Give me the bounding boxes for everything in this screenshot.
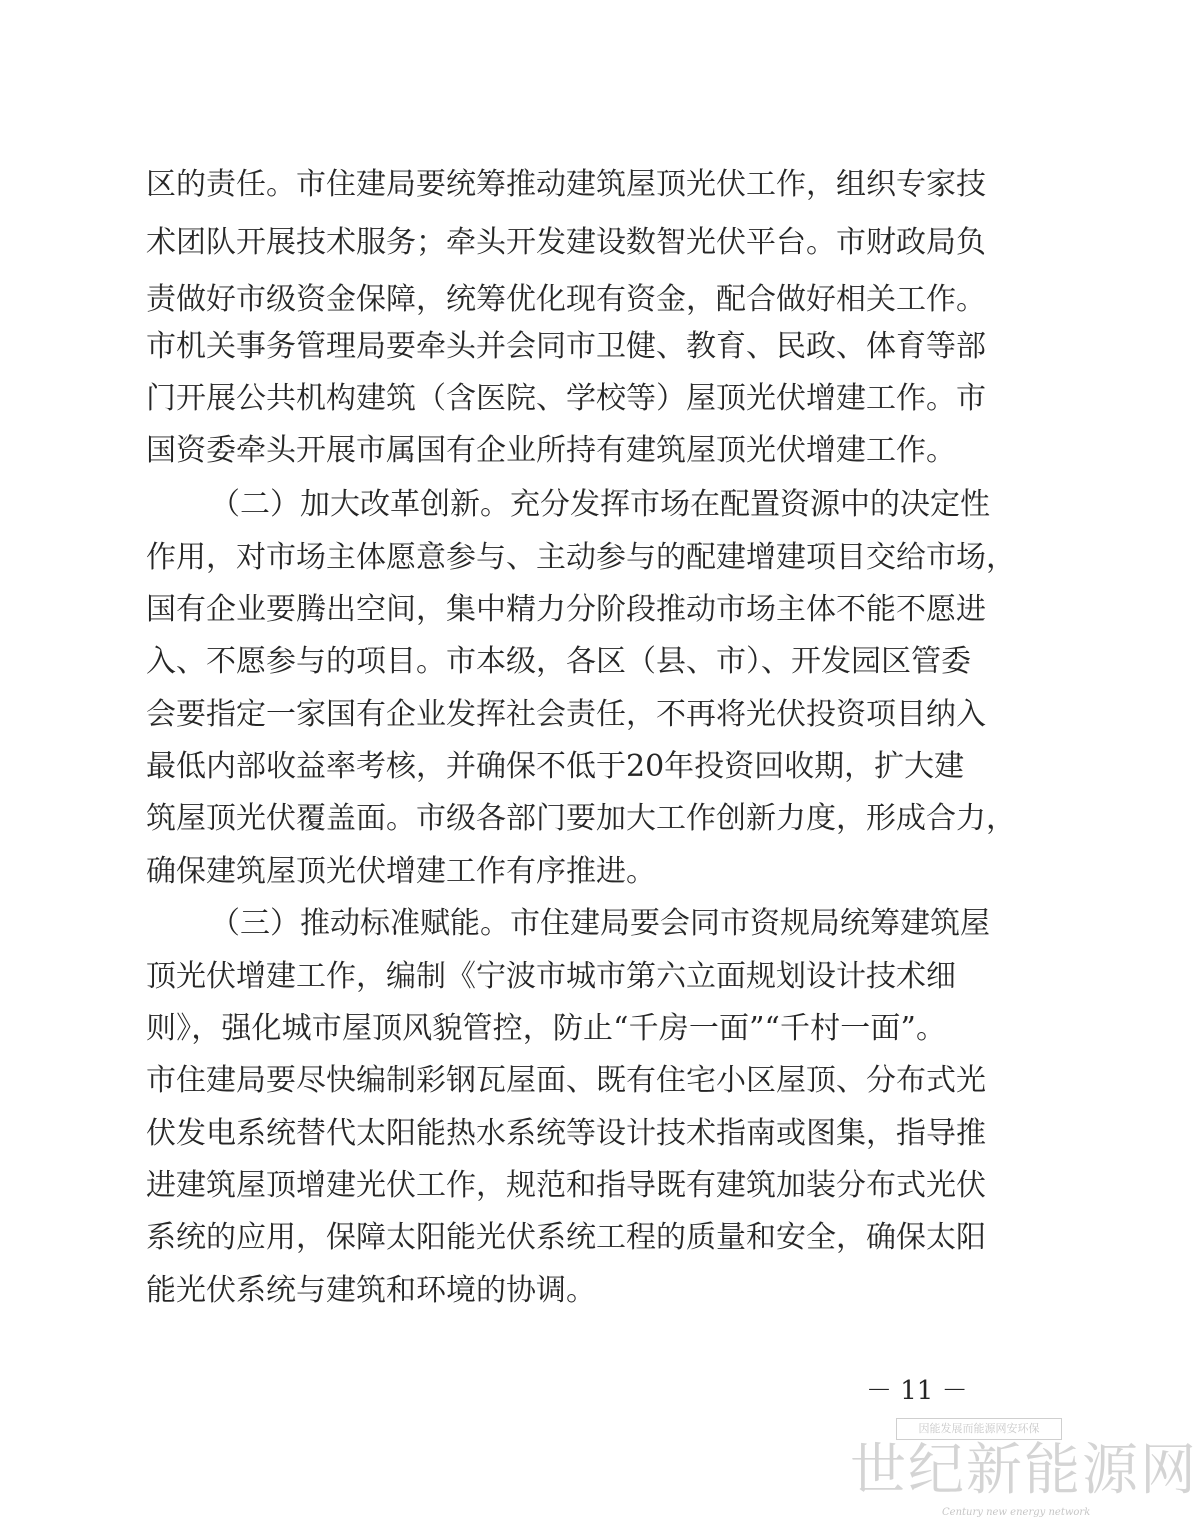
text-line: 作用，对市场主体愿意参与、主动参与的配建增建项目交给市场，	[146, 540, 1016, 575]
watermark-name: 世纪新能源网	[850, 1438, 1198, 1503]
text-line: 会要指定一家国有企业发挥社会责任，不再将光伏投资项目纳入	[146, 697, 986, 732]
text-line: 入、不愿参与的项目。市本级，各区（县、市）、开发园区管委	[146, 644, 971, 679]
text-line: 伏发电系统替代太阳能热水系统等设计技术指南或图集，指导推	[146, 1116, 986, 1151]
text-line: 确保建筑屋顶光伏增建工作有序推进。	[146, 854, 656, 889]
text-line: 最低内部收益率考核，并确保不低于20年投资回收期，扩大建	[146, 749, 965, 784]
text-line: 市机关事务管理局要牵头并会同市卫健、教育、民政、体育等部	[146, 329, 986, 364]
text-line: 责做好市级资金保障，统筹优化现有资金，配合做好相关工作。	[146, 282, 986, 317]
text-line: 顶光伏增建工作，编制《宁波市城市第六立面规划设计技术细	[146, 959, 956, 994]
watermark-slogan: 因能发展而能源网安环保	[896, 1418, 1062, 1440]
paragraph-heading-line: （三）推动标准赋能。市住建局要会同市资规局统筹建筑屋	[210, 906, 990, 941]
text-line: 术团队开展技术服务；牵头开发建设数智光伏平台。市财政局负	[146, 225, 986, 260]
text-line: 门开展公共机构建筑（含医院、学校等）屋顶光伏增建工作。市	[146, 381, 986, 416]
text-line: 则》，强化城市屋顶风貌管控，防止“千房一面”“千村一面”。	[146, 1011, 946, 1046]
text-line: 系统的应用，保障太阳能光伏系统工程的质量和安全，确保太阳	[146, 1220, 986, 1255]
watermark-subtitle: Century new energy network	[942, 1507, 1091, 1518]
text-line: 国资委牵头开展市属国有企业所持有建筑屋顶光伏增建工作。	[146, 433, 956, 468]
text-line: 能光伏系统与建筑和环境的协调。	[146, 1273, 596, 1308]
watermark-logo	[850, 1418, 1198, 1522]
text-line: 筑屋顶光伏覆盖面。市级各部门要加大工作创新力度，形成合力，	[146, 801, 1016, 836]
paragraph-heading-line: （二）加大改革创新。充分发挥市场在配置资源中的决定性	[210, 487, 990, 522]
text-line: 进建筑屋顶增建光伏工作，规范和指导既有建筑加装分布式光伏	[146, 1168, 986, 1203]
text-line: 国有企业要腾出空间，集中精力分阶段推动市场主体不能不愿进	[146, 592, 986, 627]
page-number: － 11 －	[866, 1376, 968, 1406]
text-line: 区的责任。市住建局要统筹推动建筑屋顶光伏工作，组织专家技	[146, 167, 986, 202]
text-line: 市住建局要尽快编制彩钢瓦屋面、既有住宅小区屋顶、分布式光	[146, 1063, 986, 1098]
